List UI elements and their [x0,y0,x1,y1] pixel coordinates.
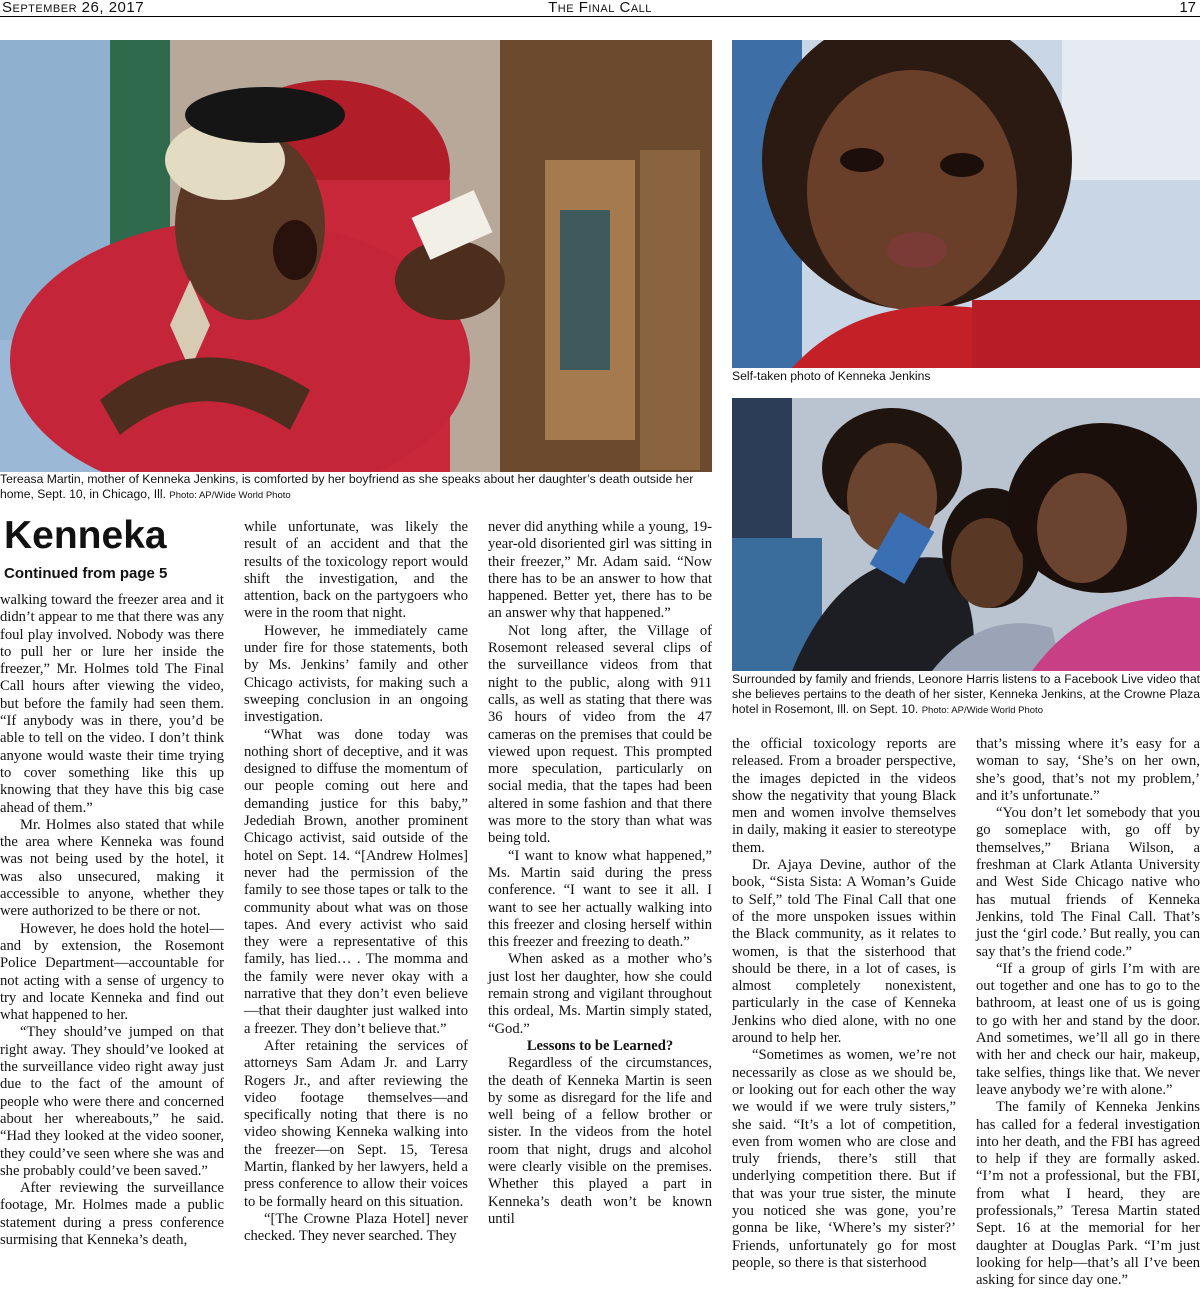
paragraph: Mr. Holmes also stated that while the area where Kenneka was found was not being used by the hotel, it was also unsecured, making it accessible to anyone, whether they were authorized to be there or not. [0,816,224,920]
column-1 [0,592,224,1249]
continued-from: Continued from page 5 [4,565,168,582]
paragraph: “Sometimes as women, we’re not necessarily as close as we should be, or looking out for each other the way we would if we were truly sisters,” she said. “It’s a lot of competition, even from women who are close and truly friends, there’s still that underlying competition there. But if that was your true sister, the minute you noticed she was gone, you’re gonna be like, ‘Where’s my sister?’ Friends, unfortunately go for most people, so there is that sisterhood [732,1047,956,1271]
paragraph: the official toxicology reports are released. From a broader perspective, the images depicted in the videos show the negativity that young Black men and women involve themselves in daily, making it easier to stereotype them. [732,736,956,856]
photo-credit: Photo: AP/Wide World Photo [921,705,1043,716]
paragraph: The family of Kenneka Jenkins has called for a federal investigation into her death, and the FBI has agreed to help if they are formally asked. “I’m not a professional, but the FBI, from what I heard, they are professionals,” Teresa Martin stated Sept. 16 at the memorial for her daughter at Douglas Park. “I’m just looking for help—that’s all I’ve been asking for since day one.” [976,1099,1200,1289]
paragraph: “I want to know what happened,” Ms. Martin said during the press conference. “I want to see it all. I want to see her actually walking into this freezer and closing herself within this freezer and freezing to death.” [488,847,712,951]
paragraph: “[The Crowne Plaza Hotel] never checked. They never searched. They [244,1210,468,1245]
paragraph: After reviewing the surveillance footage, Mr. Holmes made a public statement during a press conference surmising that Kenneka’s death, [0,1180,224,1248]
section-subhead: Lessons to be Learned? [526,1037,674,1054]
issue-date: September 26, 2017 [2,0,145,16]
paragraph: When asked as a mother who’s just lost her daughter, how she could remain strong and vigilant throughout this ordeal, Ms. Martin simply stated, “God.” [488,951,712,1037]
paragraph: After retaining the services of attorneys Sam Adam Jr. and Larry Rogers Jr., and after reviewing the video footage themselves—and specifically noting that there is no video showing Kenneka walking into the freezer—on Sept. 15, Teresa Martin, flanked by her lawyers, held a press conference to allow their voices to be formally heard on this situation. [244,1037,468,1210]
selfie-caption: Self-taken photo of Kenneka Jenkins [732,369,931,383]
paragraph: never did anything while a young, 19-year-old disoriented girl was sitting in their freezer,” Mr. Adam said. “Now there has to be an answer to how that happened. Better yet, there has to be an answer why that happened.” [488,519,712,622]
paragraph: “If a group of girls I’m with are out together and one has to go to the bathroom, at least one of us is going to go with her and stand by the door. And sometimes, we’ll all go in there with her and check our hair, makeup, take selfies, things like that. We never leave anybody we’re with alone.” [976,960,1200,1098]
paragraph: However, he immediately came under fire for those statements, both by Ms. Jenkins’ family and other Chicago activists, for making such a sweeping conclusion in an ongoing investigation. [244,622,468,726]
column-3 [488,519,712,1228]
caption-text: Surrounded by family and friends, Leonore Harris listens to a Facebook Live video that she believes pertains to the death of her sister, Kenneka Jenkins, at the Crowne Plaza hotel in Rosemont, Ill. on Sept. 10. [732,672,1200,716]
caption-text: Tereasa Martin, mother of Kenneka Jenkins, is comforted by her boyfriend as she speaks about her daughter’s death outside her home, Sept. 10, in Chicago, Ill. [0,472,694,501]
main-photo-caption [0,472,712,503]
main-photo [0,40,712,472]
headline: Kenneka [4,514,167,557]
page-header [0,0,1200,17]
column-4 [732,736,956,1272]
paragraph: while unfortunate, was likely the result of an accident and that the results of the toxicology report would shift the investigation, and the attention, back on the partygoers who were in the room that night. [244,519,468,622]
paragraph: However, he does hold the hotel—and by extension, the Rosemont Police Department—accountable for not acting with a sense of urgency to try and locate Kenneka and find out what happened to her. [0,920,224,1024]
paragraph: Regardless of the circumstances, the death of Kenneka Martin is seen by some as disregard for the life and well being of a fellow brother or sister. In the videos from the hotel room that night, drugs and alcohol were clearly visible on the premises. Whether this played a part in Kenneka’s death won’t be known until [488,1055,712,1227]
paragraph: “They should’ve jumped on that right away. They should’ve looked at the surveillance video right away just due to the fact of the amount of people who were there and concerned about her whereabouts,” he said. “Had they looked at the video sooner, they could’ve seen where she was and she probably could’ve been saved.” [0,1024,224,1179]
column-5 [976,736,1200,1290]
paragraph: Dr. Ajaya Devine, author of the book, “Sista Sista: A Woman’s Guide to Self,” told The Final Call that one of the more unspoken issues within the Black community, as it relates to women, is that the sisterhood that should be there, in a lot of cases, is almost completely nonexistent, particularly in the case of Kenneka Jenkins who died alone, with no one around to help her. [732,857,956,1047]
photo-credit: Photo: AP/Wide World Photo [169,490,291,501]
group-photo-caption [732,672,1200,718]
paragraph: that’s missing where it’s easy for a woman to say, ‘She’s on her own, she’s good, that’s not my problem,’ and it’s unfortunate.” [976,736,1200,804]
paragraph: “You don’t let somebody that you go someplace with, go off by themselves,” Briana Wilson, a freshman at Clark Atlanta University and West Side Chicago native who has mutual friends of Kenneka Jenkins, told The Final Call. That’s just the ‘girl code.’ But really, you can say that’s the friend code.” [976,805,1200,960]
selfie-photo [732,40,1200,368]
paragraph: Not long after, the Village of Rosemont released several clips of the surveillance videos from that night to the public, along with 911 calls, as well as stating that there was 36 hours of video from the 47 cameras on the premises that could be viewed upon request. This prompted more speculation, particularly on social media, that the tapes had been altered in some fashion and that there was more to the story than what was being told. [488,622,712,847]
column-2 [244,519,468,1245]
newspaper-name: The Final Call [548,0,652,16]
paragraph: walking toward the freezer area and it didn’t appear to me that there was any foul play involved. Nobody was there to pull her or lure her inside the freezer,” Mr. Holmes told The Final Call hours after viewing the video, but before the family had seen them. “If anybody was in there, you’d be able to tell on the video. I don’t think anyone would waste their time trying to cover something like this up knowing that they have this big case ahead of them.” [0,592,224,816]
group-photo [732,398,1200,671]
paragraph: “What was done today was nothing short of deceptive, and it was designed to diffuse the momentum of our people coming out here and demanding justice for this baby,” Jedediah Brown, another prominent Chicago activist, said outside of the hotel on Sept. 14. “[Andrew Holmes] never had the permission of the family to see those tapes or talk to the community about what was on those tapes. And every activist who said they were a representative of this family, has lied… . The momma and the family were never okay with a narrative that they don’t even believe—that their daughter just walked into a freezer. They don’t believe that.” [244,726,468,1037]
page-number: 17 [1179,0,1196,16]
